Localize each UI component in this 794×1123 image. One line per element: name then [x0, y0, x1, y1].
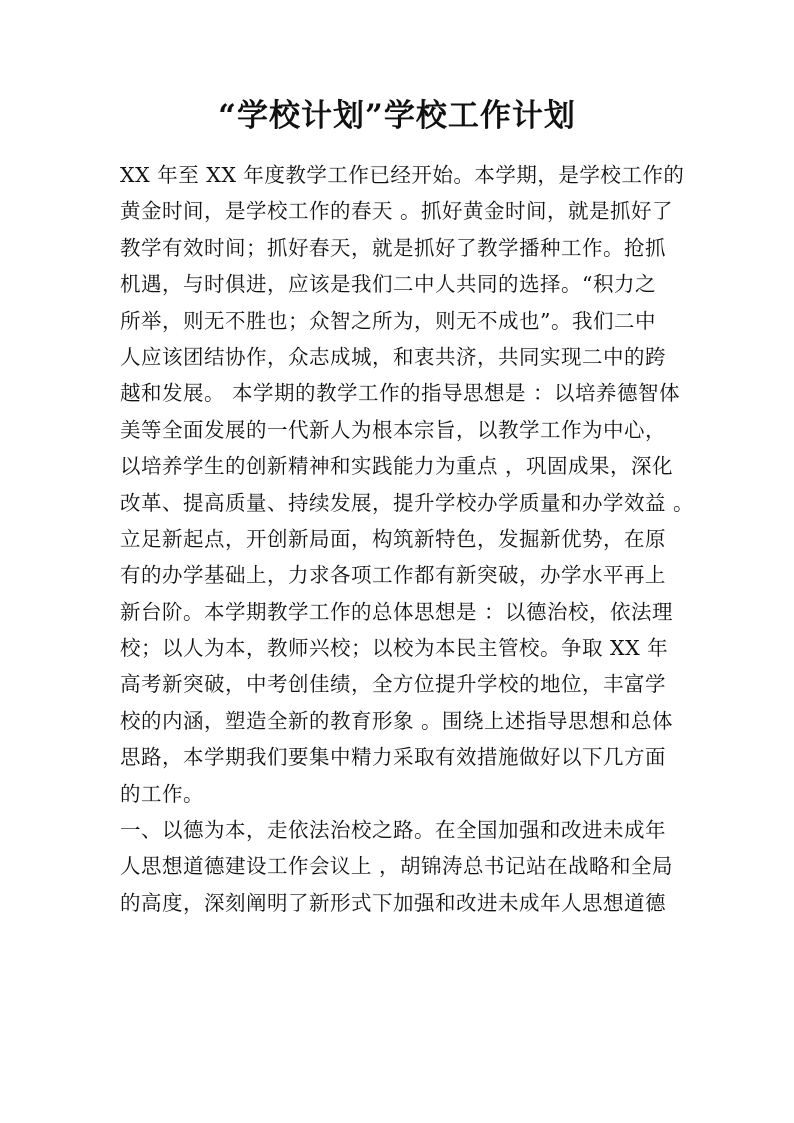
text-line: 的工作。	[120, 781, 204, 806]
text-line: 的高度，深刻阐明了新形式下加强和改进未成年人思想道德	[120, 890, 666, 915]
text-line: 高考新突破，中考创佳绩，全方位提升学校的地位，丰富学	[120, 672, 666, 697]
text-line: 人应该团结协作，众志成城，和衷共济，共同实现二中的跨	[120, 344, 666, 369]
text-line: 以培养学生的创新精神和实践能力为重点 ，巩固成果，深化	[120, 454, 674, 479]
text-line: 新台阶。本学期教学工作的总体思想是 ：以德治校，依法理	[120, 599, 674, 624]
text-line: 校；以人为本，教师兴校；以校为本民主管校。争取 XX 年	[120, 636, 669, 661]
text-line: XX 年至 XX 年度教学工作已经开始。本学期，是学校工作的	[120, 163, 685, 187]
text-line: 越和发展。 本学期的教学工作的指导思想是 ：以培养德智体	[120, 381, 681, 406]
text-line: 一、以德为本，走依法治校之路。在全国加强和改进未成年	[120, 818, 666, 843]
document-body	[120, 157, 695, 921]
text-line: 所举，则无不胜也；众智之所为，则无不成也”。我们二中	[120, 308, 656, 333]
text-line: 人思想道德建设工作会议上 ，胡锦涛总书记站在战略和全局	[120, 854, 674, 879]
text-line: 黄金时间，是学校工作的春天 。抓好黄金时间，就是抓好了	[120, 199, 674, 224]
text-line: 有的办学基础上，力求各项工作都有新突破，办学水平再上	[120, 563, 666, 588]
text-line: 校的内涵，塑造全新的教育形象 。围绕上述指导思想和总体	[120, 708, 674, 733]
text-line: 机遇，与时俱进，应该是我们二中人共同的选择。“积力之	[120, 272, 656, 297]
text-line: 改革、提高质量、持续发展，提升学校办学质量和办学效益 。	[120, 490, 695, 515]
text-line: 立足新起点，开创新局面，构筑新特色，发掘新优势，在原	[120, 526, 666, 551]
text-line: 美等全面发展的一代新人为根本宗旨，以教学工作为中心，	[120, 417, 666, 442]
text-line: 教学有效时间；抓好春天，就是抓好了教学播种工作。抢抓	[120, 235, 666, 260]
document-title: “学校计划”学校工作计划	[218, 98, 576, 134]
text-line: 思路，本学期我们要集中精力采取有效措施做好以下几方面	[120, 745, 666, 770]
